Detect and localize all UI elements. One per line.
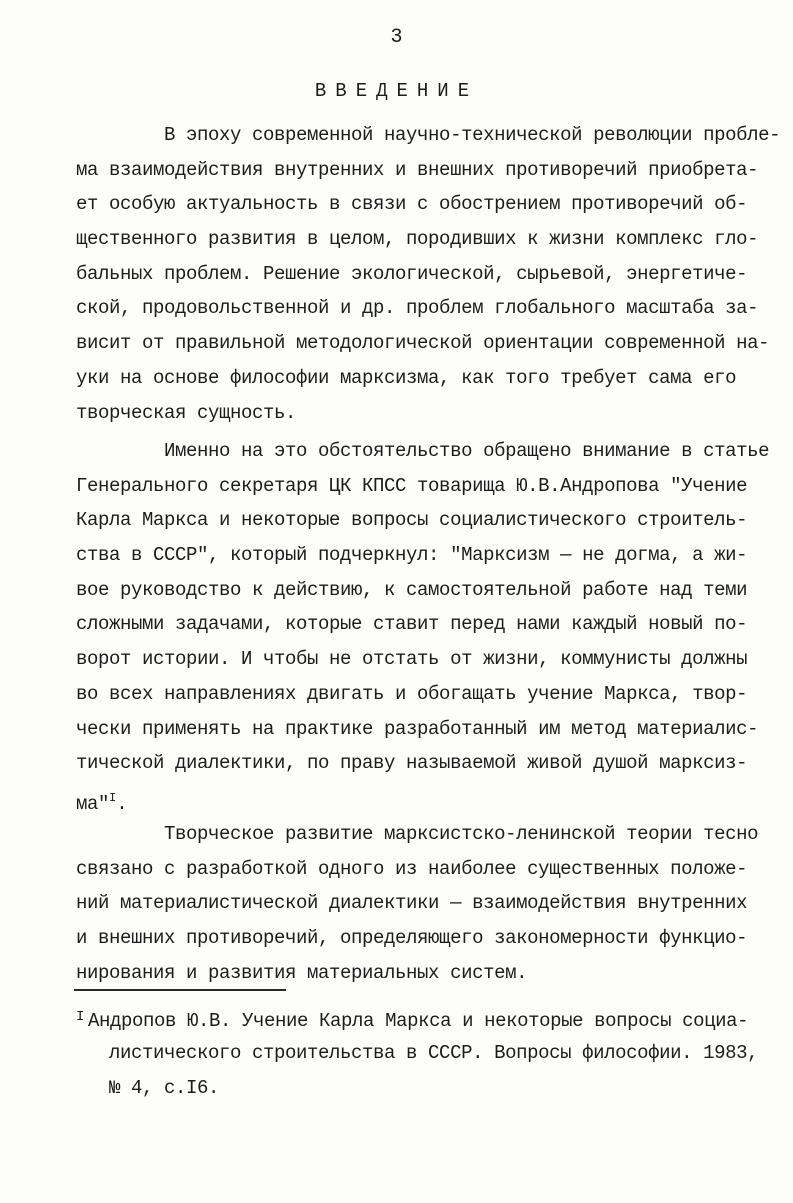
text-line: Генерального секретаря ЦК КПСС товарища Ю.В.Андропова "Учение [76,474,748,497]
footnote-line: № 4, с.I6. [76,1077,220,1099]
text-line: и внешних противоречий, определяющего закономерности функцио- [76,927,748,950]
text-line: ской, продовольственной и др. проблем глобального масштаба за- [76,297,759,320]
paragraph-3 [76,817,776,990]
text-line: бальных проблем. Решение экологической, сырьевой, энергетиче- [76,262,748,285]
text-line: уки на основе философии марксизма, как того требует сама его [76,366,737,389]
page-number: 3 [390,26,403,49]
paragraph-1 [76,118,781,430]
text-line: висит от правильной методологической ориентации современной на- [76,332,770,355]
footnote-reference: I [109,790,117,805]
text-line: вое руководство к действию, к самостоятельной работе над теми [76,578,748,601]
text-line: связано с разработкой одного из наиболее существенных положе- [76,857,748,880]
text-line: Именно на это обстоятельство обращено внимание в статье [76,440,770,462]
text-line: во всех направлениях двигать и обогащать учение Маркса, твор- [76,682,748,705]
text-line: В эпоху современной научно-технической революции пробле- [76,124,781,146]
text-line: Карла Маркса и некоторые вопросы социалистического строитель- [76,509,748,532]
text-line: тической диалектики, по праву называемой живой душой марксиз- [76,752,748,775]
text-line: нирования и развития материальных систем. [76,961,528,984]
text-line: творческая сущность. [76,401,297,424]
footnote-line [76,1000,776,1036]
text-fragment: ма" [76,792,110,815]
text-line: ний материалистической диалектики — взаимодействия внутренних [76,892,748,915]
footnote-line: листического строительства в СССР. Вопросы философии. 1983, [76,1041,759,1064]
text-line: ма взаимодействия внутренних и внешних противоречий приобрета- [76,158,759,181]
text-line: ства в СССР", который подчеркнул: "Марксизм — не догма, а жи- [76,544,748,567]
text-line-with-footnote [76,781,776,816]
text-line: ворот истории. И чтобы не отстать от жизни, коммунисты должны [76,648,748,671]
text-line: Творческое развитие марксистско-ленинской теории тесно [76,823,759,845]
text-line: ет особую актуальность в связи с обострением противоречий об- [76,193,748,216]
footnote-divider [74,989,286,991]
footnote [76,1000,776,1107]
paragraph-2 [76,434,776,816]
section-heading: ВВЕДЕНИЕ [314,80,479,102]
text-fragment: Андропов Ю.В. Учение Карла Маркса и некоторые вопросы социа- [88,1010,749,1032]
text-line: сложными задачами, которые ставит перед нами каждый новый по- [76,613,748,636]
footnote-marker: I [76,1009,85,1025]
text-line: чески применять на практике разработанный им метод материалис- [76,717,759,740]
text-fragment: . [116,792,128,815]
text-line: щественного развития в целом, породивших к жизни комплекс гло- [76,228,759,251]
